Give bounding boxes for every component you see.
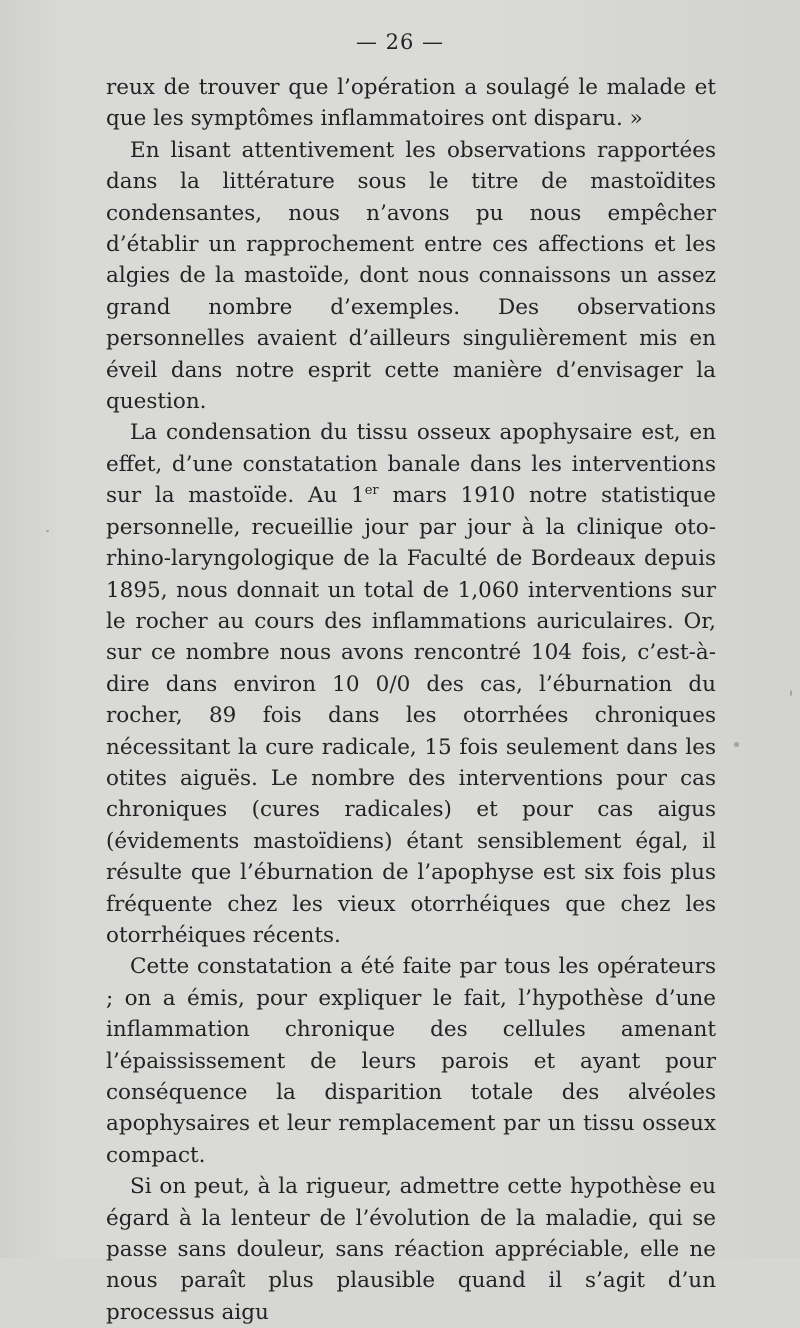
page-number: — 26 — bbox=[355, 30, 445, 54]
paragraph-2: En lisant attentivement les observations rapportées dans la littérature sous le titre de mastoïdites condensantes, nous n’avons pu nous empêcher d’établir un rapprochement entre ces affections et les algies de la mastoïde, dont nous connaissons un assez grand nombre d’exemples. Des observations personnelles avaient d’ailleurs singulièrement mis en éveil dans notre esprit cette manière d’envisager la question. bbox=[106, 137, 716, 415]
paper-speck bbox=[46, 530, 49, 532]
paragraph-4: Cette constatation a été faite par tous les opérateurs ; on a émis, pour expliquer le fait, l’hypothèse d’une inflammation chronique des cellules amenant l’épaississement de leurs parois et ayant pour conséquence la disparition totale des alvéoles apophysaires et leur remplacement par un tissu osseux compact. bbox=[106, 954, 716, 1168]
paragraph-3-text-before: La condensation du tissu osseux apophysaire est, en effet, d’une constatation banale dans les interventions sur la mastoïde. Au 1 bbox=[106, 420, 716, 509]
paragraph-5: Si on peut, à la rigueur, admettre cette hypothèse eu égard à la lenteur de l’évolution de la maladie, qui se passe sans douleur, sans réaction appréciable, elle ne nous paraît plus plausible quand il s’agit d’un processus aigu bbox=[106, 1174, 716, 1325]
body-text bbox=[106, 72, 716, 1328]
paragraph-3-text-after: mars 1910 notre statistique personnelle, recueillie jour par jour à la clinique oto-rhino-laryngologique de la Faculté de Bordeaux depuis 1895, nous donnait un total de 1,060 interventions sur le rocher au cours des inflammations auriculaires. Or, sur ce nombre nous avons rencontré 104 fois, c’est-à-dire dans environ 10 0/0 des cas, l’éburnation du rocher, 89 fois dans les otorrhées chroniques nécessitant la cure radicale, 15 fois seulement dans les otites aiguës. Le nombre des interventions pour cas chroniques (cures radicales) et pour cas aigus (évidements mastoïdiens) étant sensiblement égal, il résulte que l’éburnation de l’apophyse est six fois plus fréquente chez les vieux otorrhéiques que chez les otorrhéiques récents. bbox=[106, 483, 716, 948]
paper-speck bbox=[734, 742, 739, 747]
paragraph-3 bbox=[106, 417, 716, 951]
paper-speck bbox=[790, 690, 792, 696]
paragraph-1: reux de trouver que l’opération a soulagé le malade et que les symptômes inflammatoires ont disparu. » bbox=[106, 75, 716, 132]
paragraph-3-superscript: er bbox=[364, 483, 379, 499]
